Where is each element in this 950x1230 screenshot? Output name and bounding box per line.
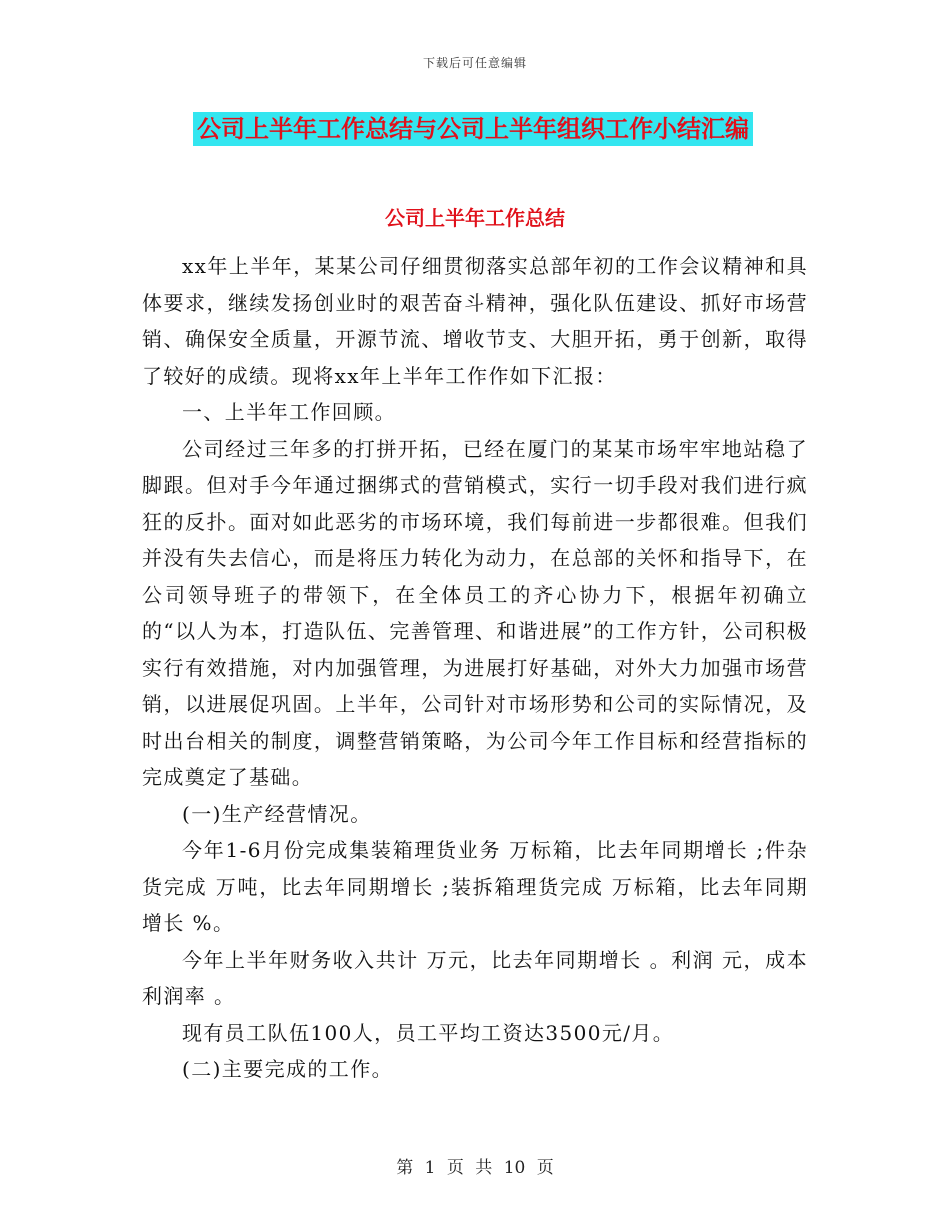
paragraph-production: 今年1-6月份完成集装箱理货业务 万标箱，比去年同期增长 ;件杂货完成 万吨，比去年同期增长 ;装拆箱理货完成 万标箱，比去年同期增长 %。: [142, 838, 808, 935]
paragraph-finance: 今年上半年财务收入共计 万元，比去年同期增长 。利润 元，成本利润率 。: [142, 947, 808, 1008]
section-title: 公司上半年工作总结: [385, 206, 565, 230]
paragraph-intro: xx年上半年，某某公司仔细贯彻落实总部年初的工作会议精神和具体要求，继续发扬创业时的艰苦奋斗精神，强化队伍建设、抓好市场营销、确保安全质量，开源节流、增收节支、大胆开拓，勇于创新，取得了较好的成绩。现将xx年上半年工作作如下汇报：: [142, 254, 808, 388]
paragraph-staff: 现有员工队伍100人，员工平均工资达3500元/月。: [182, 1020, 675, 1045]
page-number-footer: 第 1 页 共 10 页: [396, 1158, 554, 1178]
heading-review: 一、上半年工作回顾。: [182, 400, 396, 424]
heading-production: (一)生产经营情况。: [182, 801, 372, 826]
document-body: [142, 248, 808, 1088]
paragraph-review: 公司经过三年多的打拼开拓，已经在厦门的某某市场牢牢地站稳了脚跟。但对手今年通过捆绑式的营销模式，实行一切手段对我们进行疯狂的反扑。面对如此恶劣的市场环境，我们每前进一步都很难。但我们并没有失去信心，而是将压力转化为动力，在总部的关怀和指导下，在公司领导班子的带领下，在全体员工的齐心协力下，根据年初确立的“以人为本，打造队伍、完善管理、和谐进展”的工作方针，公司积极实行有效措施，对内加强管理，为进展打好基础，对外大力加强市场营销，以进展促巩固。上半年，公司针对市场形势和公司的实际情况，及时出台相关的制度，调整营销策略，为公司今年工作目标和经营指标的完成奠定了基础。: [142, 436, 808, 789]
page-header-note: 下载后可任意编辑: [422, 56, 527, 70]
heading-main-work: (二)主要完成的工作。: [182, 1057, 394, 1081]
document-title: 公司上半年工作总结与公司上半年组织工作小结汇编: [193, 112, 753, 146]
